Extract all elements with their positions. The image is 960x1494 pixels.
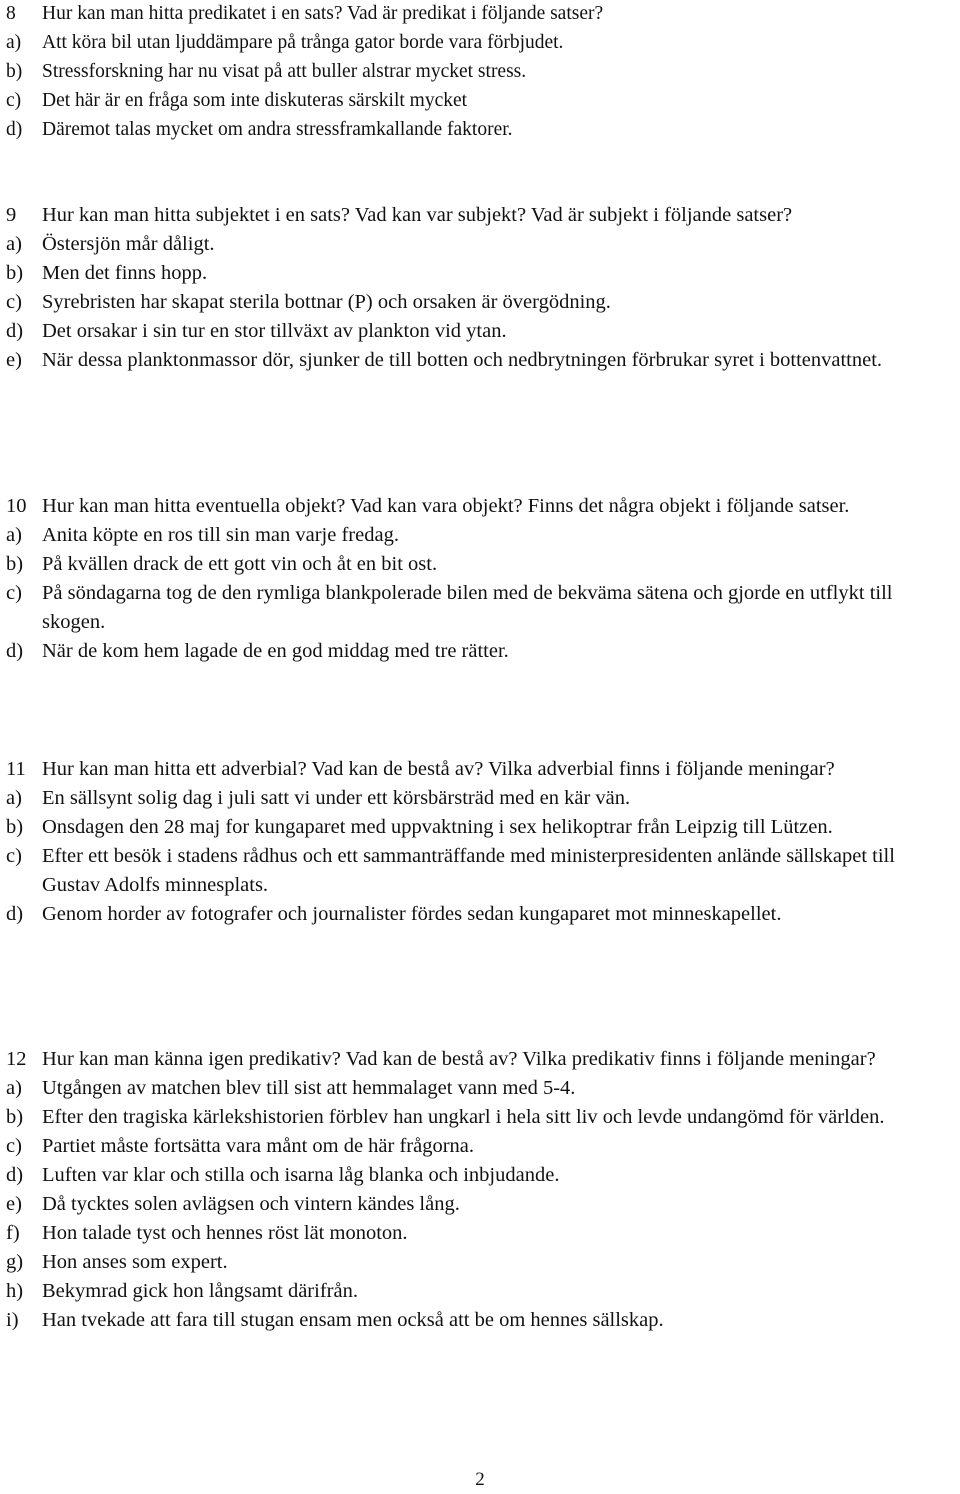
list-item	[0, 550, 960, 579]
question-12	[0, 1045, 960, 1335]
item-text: På söndagarna tog de den rymliga blankpolerade bilen med de bekväma sätena och gjorde en utflykt till skogen.	[42, 582, 893, 633]
item-label: b)	[6, 816, 24, 838]
list-item	[0, 230, 960, 259]
question-11	[0, 755, 960, 929]
list-item	[0, 1306, 960, 1335]
item-label: h)	[6, 1280, 24, 1302]
list-item	[0, 1132, 960, 1161]
question-heading	[0, 755, 960, 784]
list-item	[0, 1277, 960, 1306]
item-label: b)	[6, 61, 23, 82]
item-text: När de kom hem lagade de en god middag med tre rätter.	[42, 640, 509, 662]
item-label: c)	[6, 291, 22, 313]
item-label: a)	[6, 233, 22, 255]
item-label: c)	[6, 1135, 22, 1157]
question-number: 9	[6, 204, 17, 226]
item-label: f)	[6, 1222, 20, 1244]
item-text: Att köra bil utan ljuddämpare på trånga gator borde vara förbjudet.	[42, 32, 564, 53]
item-label: c)	[6, 845, 22, 867]
item-text: Det här är en fråga som inte diskuteras särskilt mycket	[42, 90, 468, 111]
list-item	[0, 86, 960, 115]
list-item	[0, 115, 960, 144]
question-text: Hur kan man hitta eventuella objekt? Vad kan vara objekt? Finns det några objekt i följande satser.	[42, 495, 850, 517]
item-label: d)	[6, 320, 24, 342]
list-item	[0, 637, 960, 666]
item-text: Partiet måste fortsätta vara månt om de här frågorna.	[42, 1135, 475, 1157]
question-9	[0, 201, 960, 375]
question-heading	[0, 0, 960, 28]
list-item	[0, 1074, 960, 1103]
list-item	[0, 1248, 960, 1277]
item-text: Efter den tragiska kärlekshistorien förblev han ungkarl i hela sitt liv och levde undangömd för världen.	[42, 1106, 885, 1128]
item-text: Då tycktes solen avlägsen och vintern kändes lång.	[42, 1193, 460, 1215]
item-label: a)	[6, 32, 22, 53]
item-text: Genom horder av fotografer och journalister fördes sedan kungaparet mot minneskapellet.	[42, 903, 782, 925]
item-label: e)	[6, 1193, 22, 1215]
item-label: a)	[6, 524, 22, 546]
item-text: Det orsakar i sin tur en stor tillväxt av plankton vid ytan.	[42, 320, 507, 342]
list-item	[0, 521, 960, 550]
question-text: Hur kan man hitta ett adverbial? Vad kan de bestå av? Vilka adverbial finns i följande meningar?	[42, 758, 835, 780]
question-heading	[0, 492, 960, 521]
list-item	[0, 28, 960, 57]
list-item	[0, 1103, 960, 1132]
item-label: g)	[6, 1251, 24, 1273]
item-text: På kvällen drack de ett gott vin och åt en bit ost.	[42, 553, 438, 575]
question-text: Hur kan man känna igen predikativ? Vad kan de bestå av? Vilka predikativ finns i följande meningar?	[42, 1048, 876, 1070]
question-number: 11	[6, 758, 26, 780]
question-number: 12	[6, 1048, 27, 1070]
item-label: d)	[6, 640, 24, 662]
item-text: Stressforskning har nu visat på att buller alstrar mycket stress.	[42, 61, 527, 82]
item-text: Anita köpte en ros till sin man varje fredag.	[42, 524, 399, 546]
question-heading	[0, 201, 960, 230]
list-item	[0, 1219, 960, 1248]
list-item	[0, 57, 960, 86]
list-item	[0, 1161, 960, 1190]
item-label: c)	[6, 582, 22, 604]
question-number: 8	[6, 3, 16, 24]
item-text: Syrebristen har skapat sterila bottnar (P) och orsaken är övergödning.	[42, 291, 611, 313]
item-text: När dessa planktonmassor dör, sjunker de till botten och nedbrytningen förbrukar syret i bottenvattnet.	[42, 349, 883, 371]
list-item	[0, 842, 960, 900]
item-text: Hon anses som expert.	[42, 1251, 228, 1273]
item-text: Onsdagen den 28 maj for kungaparet med uppvaktning i sex helikoptrar från Leipzig till Lützen.	[42, 816, 833, 838]
list-item	[0, 1190, 960, 1219]
item-label: i)	[6, 1309, 19, 1331]
list-item	[0, 259, 960, 288]
question-8	[0, 0, 960, 144]
list-item	[0, 784, 960, 813]
item-label: d)	[6, 1164, 24, 1186]
item-text: En sällsynt solig dag i juli satt vi under ett körsbärsträd med en kär vän.	[42, 787, 631, 809]
question-text: Hur kan man hitta subjektet i en sats? Vad kan var subjekt? Vad är subjekt i följande satser?	[42, 204, 793, 226]
item-text: Utgången av matchen blev till sist att hemmalaget vann med 5-4.	[42, 1077, 576, 1099]
item-label: d)	[6, 903, 24, 925]
question-number: 10	[6, 495, 27, 517]
item-label: b)	[6, 553, 24, 575]
question-text: Hur kan man hitta predikatet i en sats? Vad är predikat i följande satser?	[42, 3, 604, 24]
item-label: b)	[6, 1106, 24, 1128]
page-number: 2	[475, 1469, 485, 1490]
item-label: b)	[6, 262, 24, 284]
item-text: Östersjön mår dåligt.	[42, 233, 215, 255]
item-text: Luften var klar och stilla och isarna låg blanka och inbjudande.	[42, 1164, 560, 1186]
list-item	[0, 900, 960, 929]
item-label: a)	[6, 787, 22, 809]
item-label: e)	[6, 349, 22, 371]
item-text: Bekymrad gick hon långsamt därifrån.	[42, 1280, 358, 1302]
item-text: Efter ett besök i stadens rådhus och ett sammanträffande med ministerpresidenten anlände sällskapet till Gustav Adolfs minnesplats.	[42, 845, 895, 896]
item-text: Han tvekade att fara till stugan ensam men också att be om hennes sällskap.	[42, 1309, 664, 1331]
list-item	[0, 288, 960, 317]
item-text: Hon talade tyst och hennes röst lät monoton.	[42, 1222, 408, 1244]
list-item	[0, 346, 960, 375]
list-item	[0, 813, 960, 842]
item-label: d)	[6, 119, 23, 140]
question-10	[0, 492, 960, 666]
item-label: a)	[6, 1077, 22, 1099]
item-text: Men det finns hopp.	[42, 262, 208, 284]
question-heading	[0, 1045, 960, 1074]
item-label: c)	[6, 90, 22, 111]
list-item	[0, 579, 960, 637]
item-text: Däremot talas mycket om andra stressframkallande faktorer.	[42, 119, 513, 140]
list-item	[0, 317, 960, 346]
